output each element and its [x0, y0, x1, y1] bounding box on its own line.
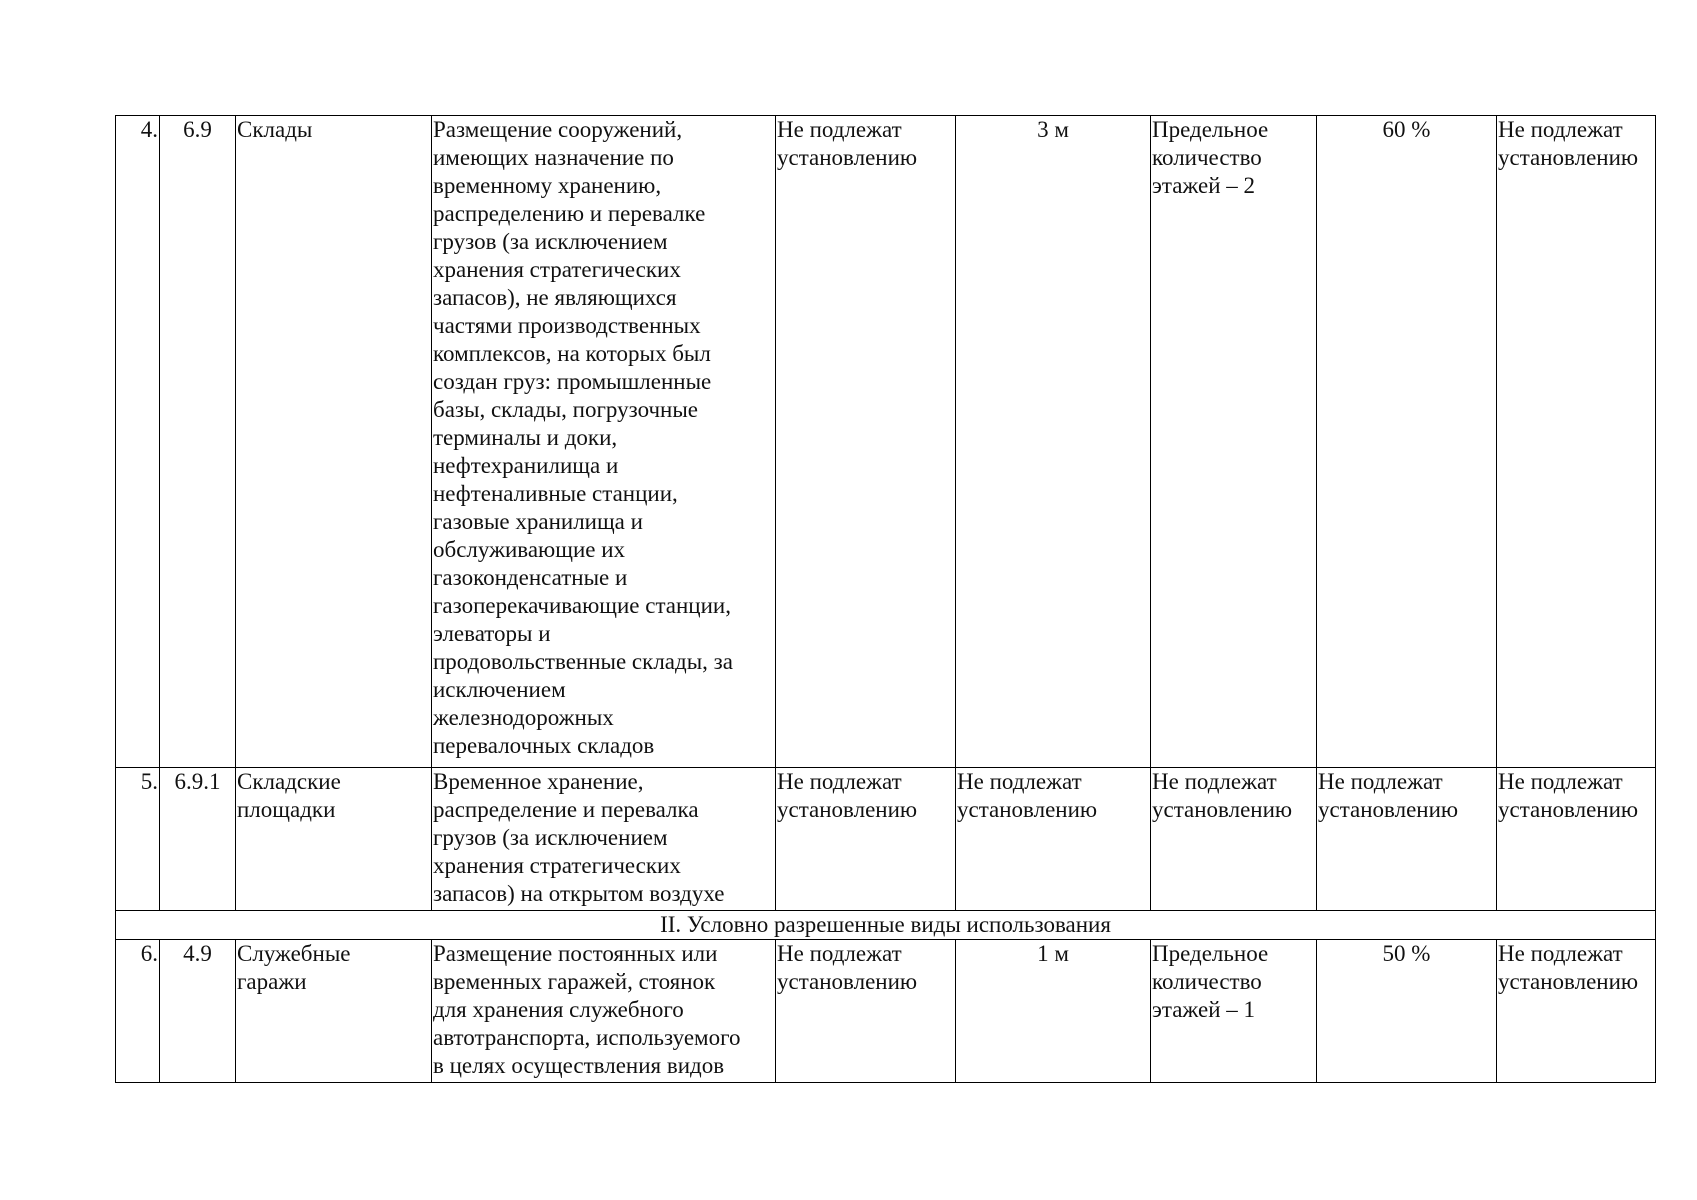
use-name: Складские площадки — [236, 768, 432, 911]
param-cell: 50 % — [1317, 940, 1497, 1083]
param-cell: Предельное количество этажей – 2 — [1151, 116, 1317, 768]
table-row — [116, 940, 1656, 1083]
param-cell: 60 % — [1317, 116, 1497, 768]
use-name: Служебные гаражи — [236, 940, 432, 1083]
row-number: 6. — [116, 940, 160, 1083]
param-cell: Предельное количество этажей – 1 — [1151, 940, 1317, 1083]
section-row — [116, 911, 1656, 940]
use-code: 4.9 — [160, 940, 236, 1083]
use-description: Размещение сооружений, имеющих назначение по временному хранению, распределению и перевалке грузов (за исключением хранения стратегических запасов), не являющихся частями производственных комплексов, на которых был создан груз: промышленные базы, склады, погрузочные терминалы и доки, нефтехранилища и нефтеналивные станции, газовые хранилища и обслуживающие их газоконденсатные и газоперекачивающие станции, элеваторы и продовольственные склады, за исключением железнодорожных перевалочных складов — [432, 116, 776, 768]
param-cell: Не подлежат установлению — [776, 940, 956, 1083]
use-description: Временное хранение, распределение и перевалка грузов (за исключением хранения стратегических запасов) на открытом воздухе — [432, 768, 776, 911]
table-row — [116, 116, 1656, 768]
param-cell: Не подлежат установлению — [956, 768, 1151, 911]
use-code: 6.9.1 — [160, 768, 236, 911]
row-number: 5. — [116, 768, 160, 911]
row-number: 4. — [116, 116, 160, 768]
param-cell: Не подлежат установлению — [1497, 768, 1656, 911]
use-description: Размещение постоянных или временных гаражей, стоянок для хранения служебного автотранспорта, используемого в целях осуществления видов — [432, 940, 776, 1083]
param-cell: 3 м — [956, 116, 1151, 768]
param-cell: Не подлежат установлению — [1151, 768, 1317, 911]
section-title: II. Условно разрешенные виды использования — [116, 911, 1656, 940]
param-cell: Не подлежат установлению — [1497, 940, 1656, 1083]
table-row — [116, 768, 1656, 911]
param-cell: Не подлежат установлению — [776, 768, 956, 911]
use-code: 6.9 — [160, 116, 236, 768]
param-cell: Не подлежат установлению — [1497, 116, 1656, 768]
param-cell: Не подлежат установлению — [776, 116, 956, 768]
use-name: Склады — [236, 116, 432, 768]
param-cell: 1 м — [956, 940, 1151, 1083]
param-cell: Не подлежат установлению — [1317, 768, 1497, 911]
land-use-table — [115, 115, 1656, 1083]
